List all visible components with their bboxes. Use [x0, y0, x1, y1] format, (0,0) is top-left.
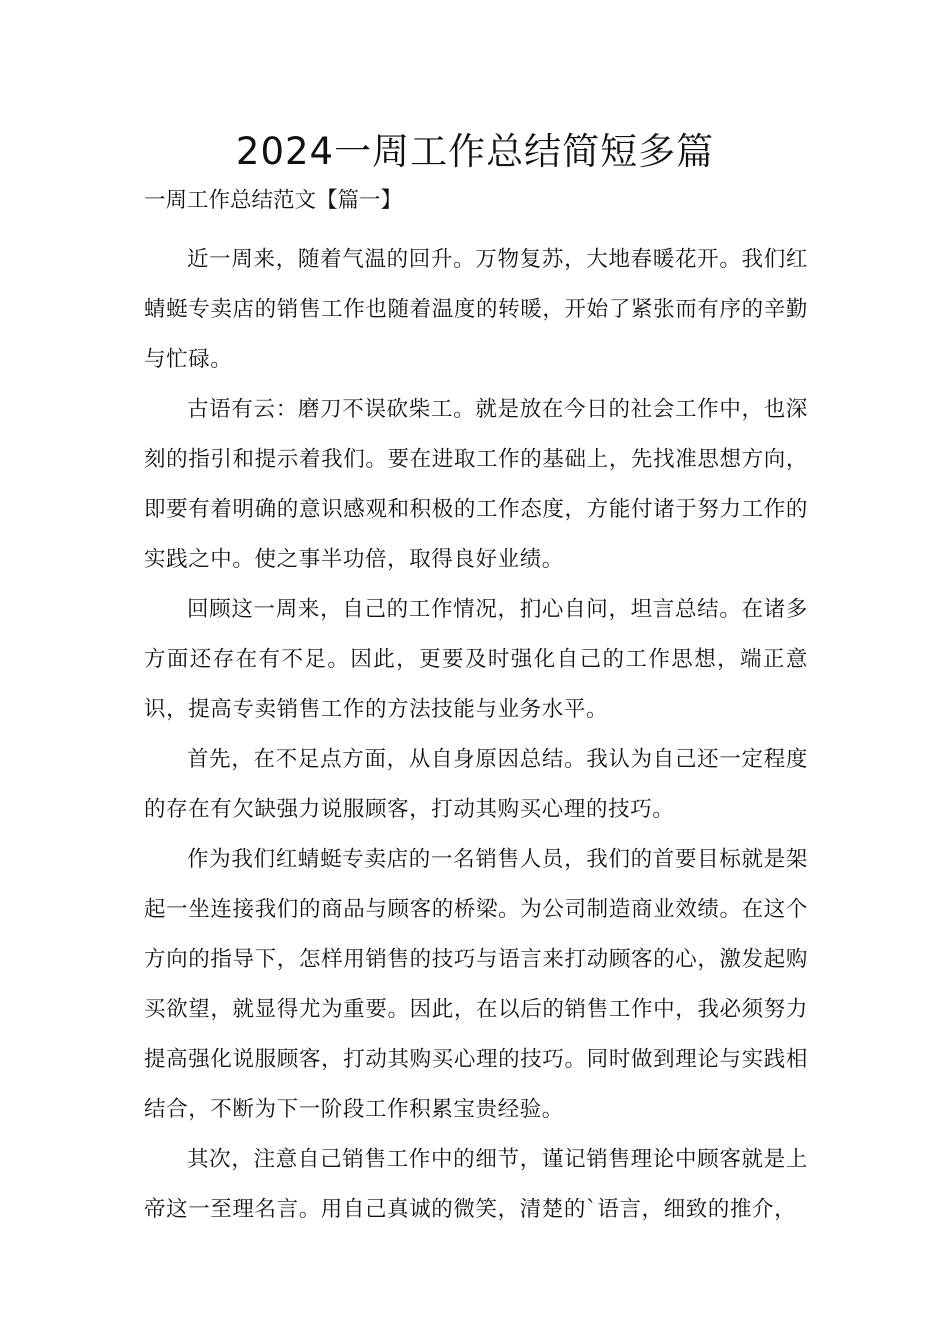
document-title: 2024一周工作总结简短多篇 [235, 130, 715, 173]
paragraph-4: 首先，在不足点方面，从自身原因总结。我认为自己还一定程度的存在有欠缺强力说服顾客，打动其购买心理的技巧。 [144, 747, 808, 822]
paragraph-6: 其次，注意自己销售工作中的细节，谨记销售理论中顾客就是上帝这一至理名言。用自己真诚的微笑，清楚的`语言，细致的推介， [144, 1147, 808, 1222]
section-heading: 一周工作总结范文【篇一】 [144, 188, 403, 213]
paragraph-5: 作为我们红蜻蜓专卖店的一名销售人员，我们的首要目标就是架起一坐连接我们的商品与顾客的桥梁。为公司制造商业效绩。在这个方向的指导下，怎样用销售的技巧与语言来打动顾客的心，激发起购买欲望，就显得尤为重要。因此，在以后的销售工作中，我必须努力提高强化说服顾客，打动其购买心理的技巧。同时做到理论与实践相结合，不断为下一阶段工作积累宝贵经验。 [144, 847, 808, 1122]
paragraph-3: 回顾这一周来，自己的工作情况，扪心自问，坦言总结。在诸多方面还存在有不足。因此，更要及时强化自己的工作思想，端正意识，提高专卖销售工作的方法技能与业务水平。 [144, 597, 808, 722]
document-body [144, 185, 808, 1235]
paragraph-1: 近一周来，随着气温的回升。万物复苏，大地春暖花开。我们红蜻蜓专卖店的销售工作也随着温度的转暖，开始了紧张而有序的辛勤与忙碌。 [144, 247, 808, 372]
paragraph-2: 古语有云：磨刀不误砍柴工。就是放在今日的社会工作中，也深刻的指引和提示着我们。要在进取工作的基础上，先找准思想方向，即要有着明确的意识感观和积极的工作态度，方能付诸于努力工作的实践之中。使之事半功倍，取得良好业绩。 [144, 397, 808, 572]
